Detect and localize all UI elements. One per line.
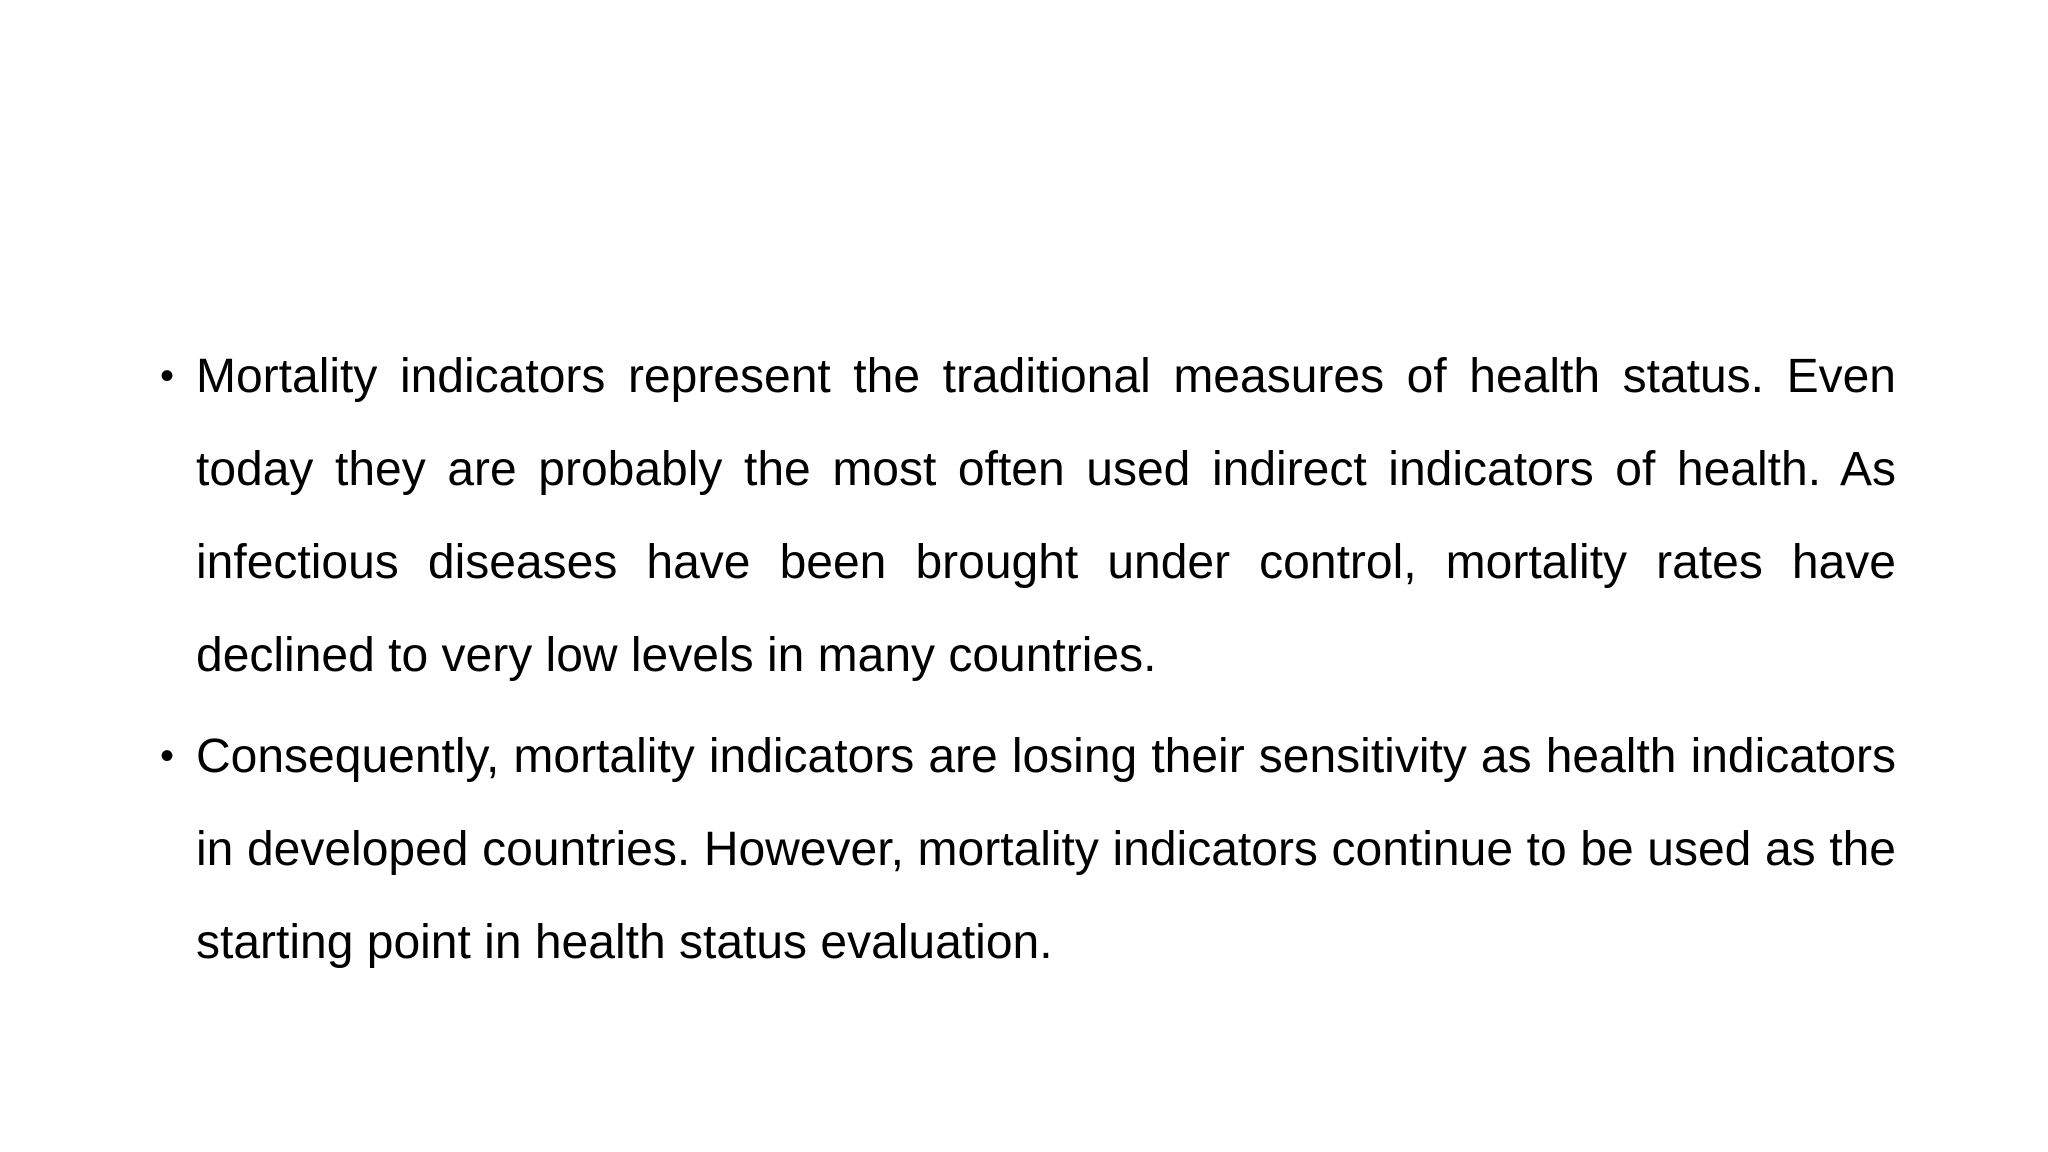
bullet-item-mortality-indicators (160, 330, 1896, 702)
bullet-marker: • (160, 354, 175, 398)
bullet-item-sensitivity (160, 710, 1896, 989)
bullet-marker: • (160, 734, 175, 778)
bullet-text: Mortality indicators represent the traditional measures of health status. Even today they are probably the most often used indirect indicators of health. As infectious diseases have been brought under control, mortality rates have declined to very low levels in many countries. (196, 350, 1896, 682)
bullet-list (160, 330, 1896, 997)
bullet-text: Consequently, mortality indicators are losing their sensitivity as health indicators in developed countries. However, mortality indicators continue to be used as the starting point in health status evaluation. (196, 730, 1896, 969)
